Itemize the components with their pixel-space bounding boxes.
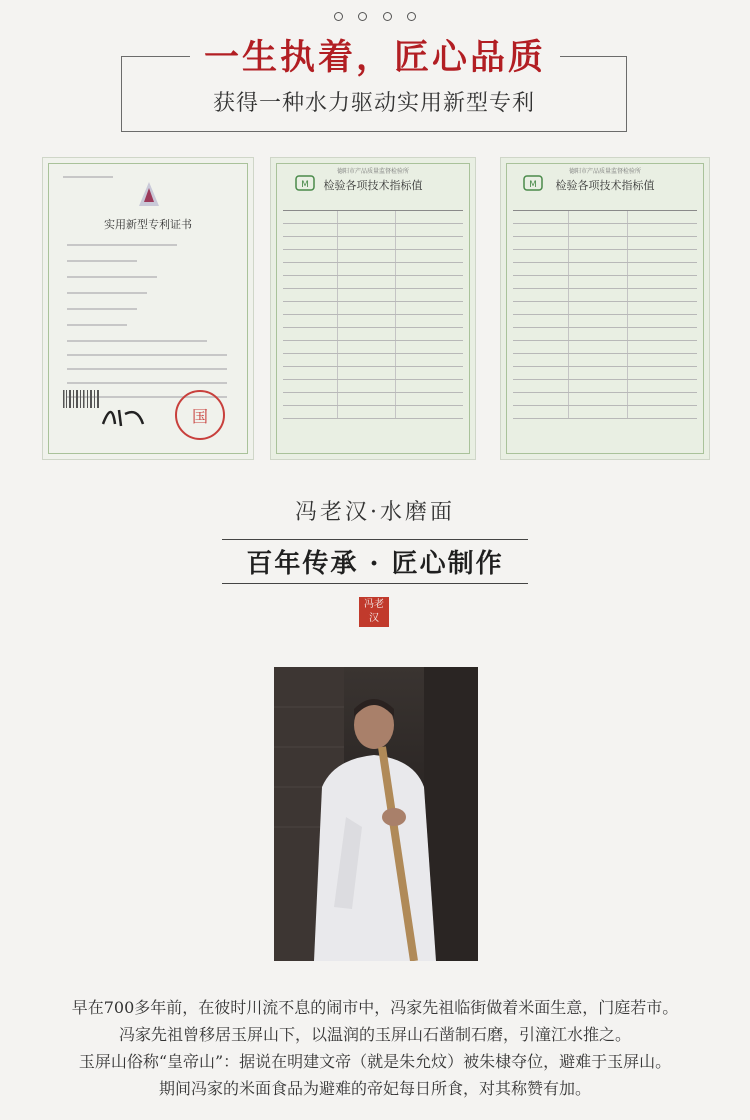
carousel-dot[interactable] xyxy=(407,12,416,21)
text-line xyxy=(67,260,137,262)
brand-story xyxy=(0,994,750,1102)
text-line xyxy=(67,354,227,356)
brand-stamp: 冯老汉 xyxy=(359,597,389,627)
story-line: 冯家先祖曾移居玉屏山下，以温润的玉屏山石凿制石磨，引潼江水推之。 xyxy=(118,1025,631,1044)
report-org: 德阳市产品质量监督检验所 xyxy=(568,168,641,175)
story-line: 玉屏山俗称“皇帝山”：据说在明建文帝（就是朱允炆）被朱棣夺位，避难于玉屏山。 xyxy=(78,1052,672,1071)
carousel-dot[interactable] xyxy=(334,12,343,21)
founder-figure xyxy=(274,667,478,961)
signature xyxy=(99,404,149,430)
carousel-dots xyxy=(0,6,750,25)
carousel-dot[interactable] xyxy=(383,12,392,21)
inspection-report-image xyxy=(270,157,476,460)
brand-slogan: 百年传承 · 匠心制作 xyxy=(246,549,504,579)
barcode xyxy=(63,390,99,408)
text-line xyxy=(67,292,147,294)
official-seal: 国 xyxy=(175,390,225,440)
svg-text:M: M xyxy=(301,180,309,190)
text-line xyxy=(67,368,227,370)
patent-office-logo xyxy=(137,180,161,208)
text-line xyxy=(67,308,137,310)
founder-photo xyxy=(274,667,478,961)
text-line xyxy=(67,324,127,326)
text-line xyxy=(67,244,177,246)
text-line xyxy=(67,340,207,342)
certificate-title: 实用新型专利证书 xyxy=(104,218,192,231)
brand-name: 冯老汉·水磨面 xyxy=(295,500,455,525)
text-line xyxy=(67,382,227,384)
report-table xyxy=(513,210,697,419)
carousel-dot[interactable] xyxy=(358,12,367,21)
report-title: 检验各项技术指标值 xyxy=(555,179,655,192)
divider xyxy=(222,539,528,540)
report-org: 德阳市产品质量监督检验所 xyxy=(336,168,409,175)
svg-text:M: M xyxy=(529,180,537,190)
story-line: 早在700多年前，在彼时川流不息的闹市中，冯家先祖临街做着米面生意，门庭若市。 xyxy=(71,998,679,1017)
header-subtitle: 获得一种水力驱动实用新型专利 xyxy=(212,91,535,116)
patent-certificate-image xyxy=(42,157,254,460)
report-table xyxy=(283,210,463,419)
inspection-report-image xyxy=(500,157,710,460)
report-title: 检验各项技术指标值 xyxy=(323,179,423,192)
story-line: 期间冯家的米面食品为避难的帝妃每日所食，对其称赞有加。 xyxy=(158,1079,591,1098)
text-line xyxy=(63,176,113,178)
text-line xyxy=(67,276,157,278)
header-title: 一生执着，匠心品质 xyxy=(190,36,560,80)
divider xyxy=(222,583,528,584)
